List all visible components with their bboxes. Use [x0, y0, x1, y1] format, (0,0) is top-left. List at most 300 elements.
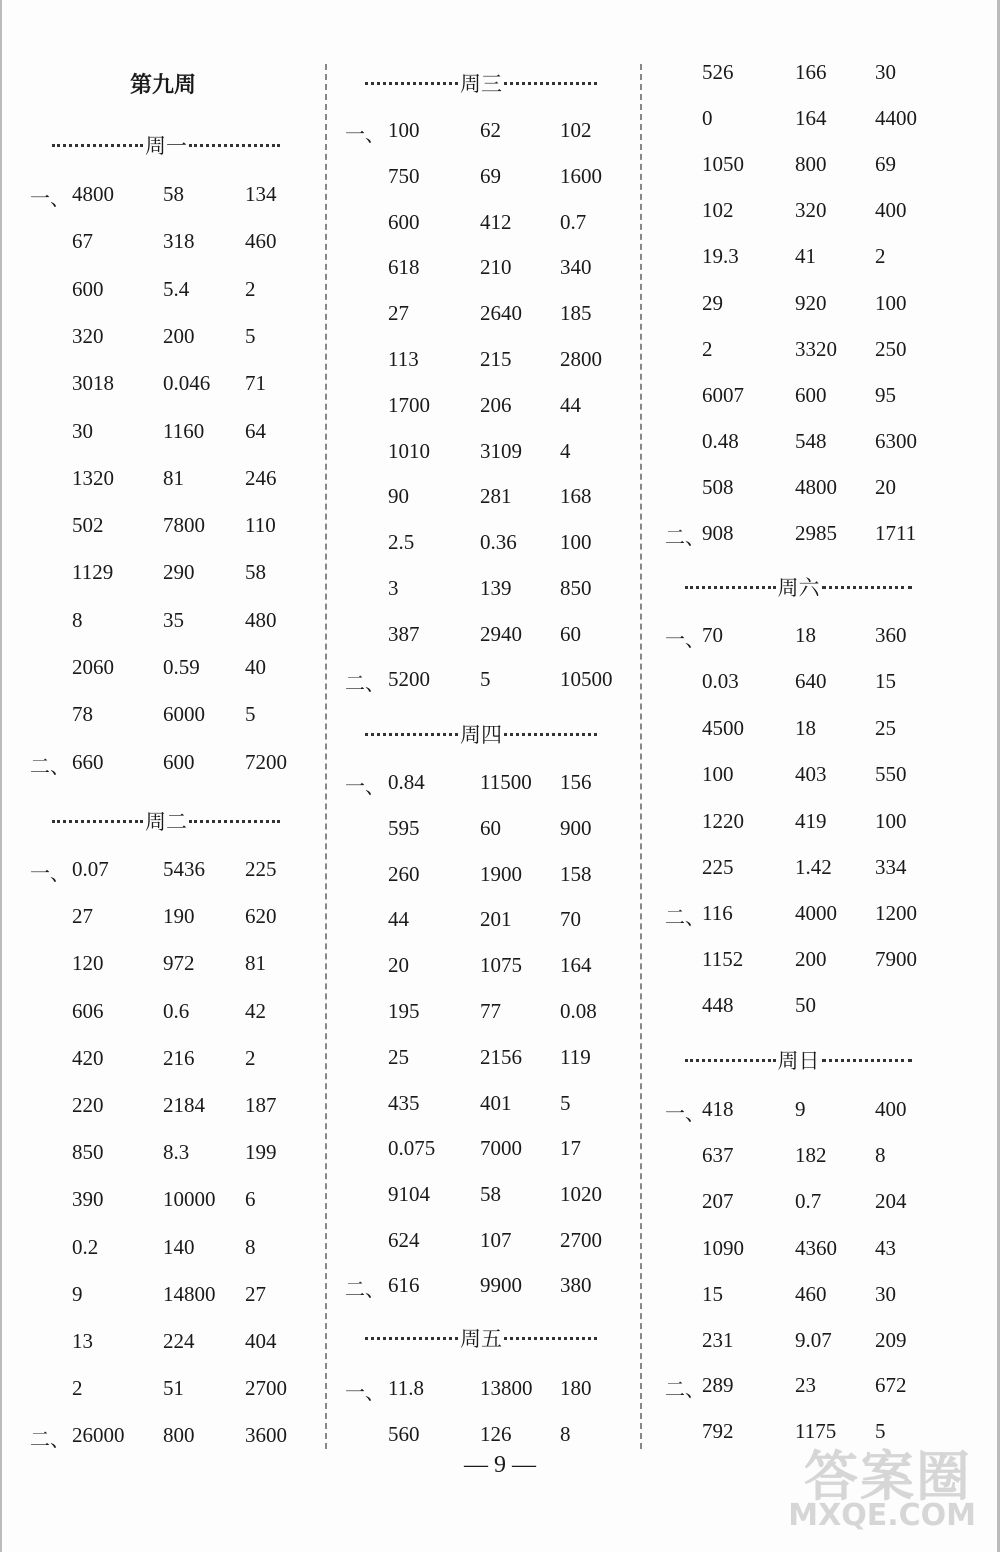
answer-row [0, 702, 325, 732]
dotted-rule [52, 820, 143, 823]
section-title-thu: 周四 [460, 723, 502, 747]
answer-value: 5 [245, 702, 256, 727]
answer-row [650, 669, 1000, 699]
dotted-rule [685, 1059, 776, 1062]
answer-value: 2700 [560, 1228, 602, 1252]
answer-value: 70 [560, 907, 581, 932]
answer-value: 139 [480, 576, 512, 600]
answer-value: 1900 [480, 861, 522, 886]
answer-row [335, 164, 635, 194]
answer-value: 210 [480, 255, 512, 280]
section-title-sat: 周六 [777, 576, 820, 600]
section-title-wed: 周三 [460, 72, 502, 96]
answer-row [335, 1422, 635, 1452]
answer-value: 260 [388, 861, 420, 886]
answer-value: 100 [702, 762, 734, 787]
answer-value: 40 [245, 655, 266, 679]
answer-value: 920 [795, 290, 827, 315]
answer-value: 1050 [702, 152, 744, 177]
answer-row [335, 1182, 635, 1212]
answer-row [650, 521, 1000, 551]
answer-row [335, 1376, 635, 1406]
answer-value: 19.3 [702, 244, 739, 269]
answer-value: 20 [388, 953, 409, 978]
answer-row [650, 855, 1000, 885]
question-marker: 一、 [30, 861, 70, 885]
answer-value: 403 [795, 762, 827, 787]
answer-value: 0.84 [388, 770, 425, 794]
answer-value: 15 [702, 1281, 723, 1306]
answer-value: 600 [795, 382, 827, 407]
answer-value: 166 [795, 60, 827, 84]
answer-value: 3109 [480, 438, 522, 463]
answer-row [0, 1282, 325, 1312]
answer-value: 3320 [795, 336, 837, 361]
answer-value: 182 [795, 1143, 827, 1168]
answer-value: 2156 [480, 1044, 522, 1069]
answer-row [0, 1093, 325, 1123]
answer-row [335, 210, 635, 240]
answer-value: 58 [480, 1182, 501, 1207]
answer-value: 318 [163, 229, 195, 254]
answer-row [650, 198, 1000, 228]
answer-value: 5.4 [163, 276, 190, 301]
dotted-rule [189, 144, 280, 147]
answer-value: 460 [245, 229, 277, 254]
answer-value: 401 [480, 1090, 512, 1115]
answer-value: 81 [163, 465, 184, 490]
answer-value: 180 [560, 1376, 592, 1400]
answer-value: 42 [245, 998, 266, 1023]
answer-value: 2 [875, 244, 886, 269]
answer-value: 1320 [72, 465, 114, 490]
answer-value: 2800 [560, 347, 602, 371]
answer-row [335, 576, 635, 606]
answer-value: 225 [245, 857, 277, 881]
answer-row [0, 655, 325, 685]
answer-value: 4000 [795, 901, 837, 925]
answer-value: 4 [560, 438, 571, 463]
answer-value: 908 [702, 521, 734, 545]
answer-row [0, 560, 325, 590]
dotted-rule [189, 820, 280, 823]
answer-row [335, 1136, 635, 1166]
section-title-fri: 周五 [460, 1327, 502, 1351]
dotted-rule [504, 733, 597, 736]
answer-value: 7800 [163, 513, 205, 538]
answer-value: 27 [388, 301, 409, 326]
answer-value: 1711 [875, 521, 917, 545]
answer-value: 620 [245, 904, 277, 929]
answer-value: 120 [72, 951, 104, 976]
answer-row [0, 1187, 325, 1217]
answer-value: 25 [875, 715, 896, 740]
answer-value: 404 [245, 1329, 277, 1353]
answer-value: 400 [875, 1097, 907, 1121]
answer-value: 26000 [72, 1423, 125, 1447]
answer-value: 0.07 [72, 857, 109, 881]
answer-value: 8.3 [163, 1140, 190, 1165]
answer-value: 0.59 [163, 655, 200, 679]
answer-value: 320 [795, 198, 827, 223]
answer-value: 5436 [163, 857, 205, 881]
section-title-sun: 周日 [777, 1049, 820, 1073]
section-header-mon [52, 130, 280, 160]
answer-value: 5 [875, 1419, 886, 1443]
answer-value: 600 [163, 750, 195, 774]
answer-value: 448 [702, 993, 734, 1017]
answer-value: 7900 [875, 947, 917, 971]
answer-row [650, 716, 1000, 746]
section-header-tue [52, 806, 280, 836]
answer-row [650, 106, 1000, 136]
dotted-rule [365, 1337, 458, 1340]
answer-value: 290 [163, 560, 195, 585]
answer-row [335, 484, 635, 514]
answer-row [335, 1228, 635, 1258]
answer-value: 60 [480, 815, 501, 840]
answer-value: 3 [388, 576, 399, 600]
answer-row [650, 901, 1000, 931]
answer-value: 548 [795, 428, 827, 453]
answer-value: 281 [480, 484, 512, 509]
question-marker: 一、 [665, 1101, 705, 1125]
answer-value: 387 [388, 621, 420, 646]
answer-value: 100 [560, 530, 592, 555]
answer-value: 334 [875, 855, 907, 879]
answer-row [0, 904, 325, 934]
answer-value: 190 [163, 904, 195, 929]
answer-value: 1175 [795, 1419, 837, 1443]
answer-value: 225 [702, 855, 734, 879]
answer-value: 116 [702, 901, 733, 925]
answer-value: 35 [163, 607, 184, 632]
dotted-rule [504, 82, 597, 85]
answer-value: 216 [163, 1045, 195, 1070]
answer-value: 58 [245, 560, 266, 585]
answer-row [335, 301, 635, 331]
answer-value: 616 [388, 1273, 420, 1297]
answer-value: 0.075 [388, 1136, 436, 1161]
answer-value: 102 [560, 118, 592, 142]
answer-value: 289 [702, 1373, 734, 1397]
answer-row [0, 1140, 325, 1170]
answer-value: 43 [875, 1235, 896, 1260]
section-header-thu [365, 719, 597, 749]
answer-value: 412 [480, 209, 512, 234]
answer-value: 340 [560, 255, 592, 280]
answer-value: 2184 [163, 1093, 205, 1117]
answer-value: 435 [388, 1090, 420, 1115]
answer-value: 64 [245, 418, 266, 443]
answer-row [0, 324, 325, 354]
answer-row [650, 1282, 1000, 1312]
answer-value: 224 [163, 1329, 195, 1353]
answer-value: 209 [875, 1328, 907, 1352]
answer-value: 972 [163, 951, 195, 976]
week-title: 第九周 [130, 73, 197, 98]
answer-value: 29 [702, 290, 723, 315]
answer-value: 2985 [795, 521, 837, 545]
answer-row [650, 1189, 1000, 1219]
dotted-rule [52, 144, 143, 147]
answer-value: 1200 [875, 901, 917, 925]
answer-value: 550 [875, 762, 907, 787]
answer-value: 606 [72, 998, 104, 1023]
answer-value: 0.7 [560, 209, 587, 234]
answer-value: 0.03 [702, 669, 739, 694]
answer-value: 78 [72, 702, 93, 727]
answer-row [0, 1423, 325, 1453]
answer-value: 204 [875, 1189, 907, 1214]
answer-value: 20 [875, 474, 896, 499]
answer-row [335, 862, 635, 892]
answer-value: 77 [480, 999, 501, 1023]
answer-value: 1600 [560, 163, 602, 188]
question-marker: 二、 [345, 671, 385, 695]
answer-value: 62 [480, 118, 501, 142]
answer-value: 792 [702, 1419, 734, 1443]
answer-value: 800 [795, 152, 827, 177]
answer-value: 119 [560, 1044, 591, 1069]
answer-value: 69 [480, 163, 501, 188]
answer-value: 1220 [702, 808, 744, 833]
answer-value: 1075 [480, 953, 522, 978]
answer-value: 2 [245, 276, 256, 301]
answer-value: 8 [72, 607, 83, 632]
answer-row [335, 530, 635, 560]
answer-value: 2940 [480, 621, 522, 646]
answer-value: 640 [795, 669, 827, 694]
answer-value: 158 [560, 861, 592, 886]
question-marker: 二、 [30, 1427, 70, 1451]
answer-row [335, 118, 635, 148]
answer-value: 418 [702, 1097, 734, 1121]
answer-value: 8 [245, 1234, 256, 1259]
answer-value: 156 [560, 770, 592, 794]
answer-value: 14800 [163, 1281, 216, 1306]
answer-row [650, 383, 1000, 413]
answer-row [650, 762, 1000, 792]
answer-value: 10500 [560, 667, 613, 691]
answer-value: 320 [72, 323, 104, 348]
answer-value: 81 [245, 951, 266, 976]
answer-value: 140 [163, 1234, 195, 1259]
answer-value: 164 [560, 953, 592, 978]
answer-value: 400 [875, 198, 907, 223]
answer-row [650, 1373, 1000, 1403]
section-header-wed [365, 68, 597, 98]
answer-value: 1129 [72, 560, 114, 585]
answer-value: 0.48 [702, 428, 739, 453]
answer-row [335, 953, 635, 983]
answer-value: 90 [388, 484, 409, 509]
question-marker: 二、 [665, 525, 705, 549]
answer-value: 5 [480, 667, 491, 691]
answer-value: 8 [560, 1422, 571, 1446]
dotted-rule [685, 586, 776, 589]
answer-value: 25 [388, 1044, 409, 1069]
answer-row [335, 1045, 635, 1075]
question-marker: 二、 [30, 754, 70, 778]
answer-value: 900 [560, 815, 592, 840]
answer-value: 3600 [245, 1423, 287, 1447]
answer-value: 44 [560, 392, 581, 417]
answer-value: 460 [795, 1281, 827, 1306]
answer-row [335, 1273, 635, 1303]
section-title-tue: 周二 [145, 810, 187, 834]
answer-row [335, 770, 635, 800]
answer-value: 2 [245, 1045, 256, 1070]
page-number: — 9 — [464, 1452, 536, 1478]
answer-value: 618 [388, 255, 420, 280]
answer-row [650, 993, 1000, 1023]
answer-value: 1700 [388, 392, 430, 417]
answer-value: 18 [795, 623, 816, 647]
answer-row [0, 857, 325, 887]
answer-value: 380 [560, 1273, 592, 1297]
answer-value: 126 [480, 1422, 512, 1446]
question-marker: 一、 [345, 122, 385, 146]
answer-value: 526 [702, 60, 734, 84]
answer-value: 10000 [163, 1187, 216, 1212]
dotted-rule [822, 1059, 913, 1062]
answer-value: 100 [875, 290, 907, 315]
answer-value: 18 [795, 715, 816, 740]
answer-value: 6300 [875, 428, 917, 453]
answer-value: 185 [560, 301, 592, 326]
question-marker: 一、 [345, 774, 385, 798]
answer-row [650, 1097, 1000, 1127]
answer-value: 1010 [388, 438, 430, 463]
answer-value: 23 [795, 1373, 816, 1397]
answer-value: 4500 [702, 715, 744, 740]
answer-value: 50 [795, 993, 816, 1017]
answer-value: 3018 [72, 371, 114, 396]
answer-value: 60 [560, 621, 581, 646]
answer-row [650, 809, 1000, 839]
answer-value: 100 [875, 808, 907, 833]
answer-value: 750 [388, 163, 420, 188]
answer-value: 4360 [795, 1235, 837, 1260]
answer-row [0, 951, 325, 981]
answer-row [335, 255, 635, 285]
answer-value: 850 [560, 576, 592, 600]
answer-row [335, 347, 635, 377]
answer-value: 5200 [388, 667, 430, 691]
answer-value: 168 [560, 484, 592, 509]
answer-value: 13800 [480, 1376, 533, 1400]
answer-value: 560 [388, 1422, 420, 1446]
answer-value: 9104 [388, 1182, 430, 1207]
answer-value: 419 [795, 808, 827, 833]
section-title-mon: 周一 [145, 134, 187, 158]
answer-row [0, 277, 325, 307]
section-header-fri [365, 1323, 597, 1353]
answer-value: 1.42 [795, 855, 832, 879]
answer-value: 95 [875, 382, 896, 407]
answer-value: 9 [795, 1097, 806, 1121]
answer-row [0, 750, 325, 780]
answer-value: 2060 [72, 655, 114, 679]
answer-value: 58 [163, 182, 184, 206]
answer-value: 8 [875, 1143, 886, 1168]
answer-row [650, 1236, 1000, 1266]
answer-value: 6000 [163, 702, 205, 727]
answer-row [650, 475, 1000, 505]
answer-row [650, 291, 1000, 321]
answer-value: 71 [245, 371, 266, 396]
question-marker: 二、 [345, 1277, 385, 1301]
question-marker: 一、 [345, 1380, 385, 1404]
answer-value: 27 [72, 904, 93, 929]
answer-value: 67 [72, 229, 93, 254]
watermark-url: MXQE.COM [788, 1498, 976, 1533]
answer-row [335, 907, 635, 937]
answer-row [335, 393, 635, 423]
answer-value: 30 [875, 1281, 896, 1306]
answer-value: 508 [702, 474, 734, 499]
answer-row [0, 1046, 325, 1076]
answer-value: 0.36 [480, 530, 517, 555]
answer-value: 7000 [480, 1136, 522, 1161]
answer-value: 480 [245, 607, 277, 632]
answer-value: 800 [163, 1423, 195, 1447]
answer-row [650, 60, 1000, 90]
answer-value: 44 [388, 907, 409, 932]
answer-value: 595 [388, 815, 420, 840]
column-divider-left [325, 64, 327, 1449]
answer-value: 1160 [163, 418, 205, 443]
answer-value: 11.8 [388, 1376, 424, 1400]
dotted-rule [365, 733, 458, 736]
answer-value: 215 [480, 347, 512, 371]
answer-value: 27 [245, 1281, 266, 1306]
answer-value: 30 [875, 60, 896, 84]
watermark-text: 答案圈 [804, 1445, 972, 1508]
answer-value: 250 [875, 336, 907, 361]
answer-value: 0.2 [72, 1234, 99, 1259]
dotted-rule [504, 1337, 597, 1340]
answer-value: 0.08 [560, 999, 597, 1023]
answer-row [0, 608, 325, 638]
answer-value: 1020 [560, 1182, 602, 1207]
answer-row [335, 439, 635, 469]
answer-row [335, 816, 635, 846]
answer-row [0, 1235, 325, 1265]
question-marker: 一、 [30, 186, 70, 210]
answer-value: 1152 [702, 947, 744, 971]
answer-value: 5 [245, 323, 256, 348]
answer-value: 2.5 [388, 530, 415, 555]
answer-value: 672 [875, 1373, 907, 1397]
watermark-logo [752, 1430, 982, 1540]
dotted-rule [822, 586, 913, 589]
answer-value: 220 [72, 1093, 104, 1117]
answer-value: 5 [560, 1090, 571, 1115]
answer-value: 637 [702, 1143, 734, 1168]
section-header-sun [685, 1045, 912, 1075]
answer-row [650, 623, 1000, 653]
answer-value: 6007 [702, 382, 744, 407]
answer-row [0, 419, 325, 449]
answer-value: 0.6 [163, 998, 190, 1023]
answer-value: 206 [480, 392, 512, 417]
answer-value: 0.7 [795, 1189, 822, 1214]
answer-value: 9900 [480, 1273, 522, 1297]
answer-row [650, 1328, 1000, 1358]
answer-value: 0 [702, 106, 713, 131]
